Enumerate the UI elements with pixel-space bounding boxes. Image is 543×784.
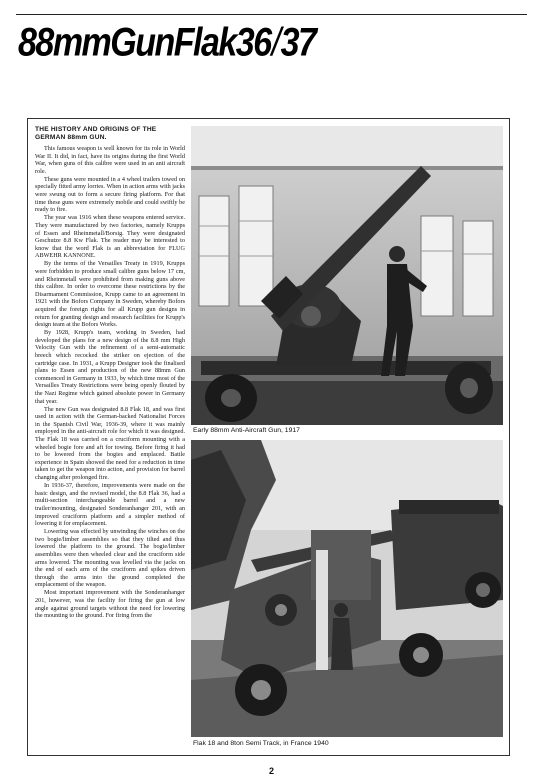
page-title bbox=[18, 20, 315, 81]
title-suffix: 37 bbox=[280, 20, 316, 65]
article-heading bbox=[35, 126, 185, 142]
photo-flak18-halftrack-image bbox=[191, 440, 503, 737]
paragraph-2: These guns were mounted in a 4 wheel trailers towed on specially fitted army lorries. When in action arms with jacks were swung out to form a secure firing platform. For that time these guns were extremely mobile and could swiftly be ready to fire. bbox=[35, 175, 185, 214]
paragraph-4: By the terms of the Versailles Treaty in 1919, Krupps were forbidden to produce small calibre guns below 17 cm, and Rheinmetall were prohibited from making guns above this calibre. In order to overcome these restrictions by the Disarmament Commission, Krupp came to an agreement in 1921 with the Bofors Company in Sweden, whereby Bofors acquired the foreign rights for all Krupp gun designs in return for granting design and research facilities for Krupp's design team at the Bofors Works. bbox=[35, 260, 185, 329]
paragraph-5: By 1928, Krupp's team, working in Sweden, had developed the plans for a new design of the 8.8 mm High Velocity Gun with the refinement of a semi-automatic breech which recocked the striker on ejection of the cartridge case. In 1931, a Krupp Designer took the finalised plans to Essen and production of the new 88mm Gun commenced in Germany in 1933, by which time most of the Versailles Treaty Restrictions were being openly flouted by the Nazi Regime which gained absolute power in Germany that year. bbox=[35, 329, 185, 405]
article-column bbox=[35, 126, 185, 752]
paragraph-8: Lowering was effected by unwinding the winches on the two bogie/limber assemblies so that they tilted and thus lowered the platform to the ground. The bogie/limber assemblies were then wheeled clear and the cruciform side arms lowered. The mounting was levelled via the jacks on the end of each arm of the cruciform and spikes driven through the arms into the ground completed the emplacement of the weapon. bbox=[35, 528, 185, 589]
photo-flak18-halftrack bbox=[191, 440, 503, 737]
top-rule bbox=[16, 14, 527, 15]
photo-early-aa-gun bbox=[191, 126, 503, 425]
heading-line-2: GERMAN 88mm GUN. bbox=[35, 134, 107, 141]
heading-line-1: THE HISTORY AND ORIGINS OF THE bbox=[35, 126, 157, 133]
paragraph-1: This famous weapon is well known for its role in World War II. It did, in fact, have its origins during the first World War, when guns of this calibre were used in an anti aircraft role. bbox=[35, 145, 185, 175]
paragraph-3: The year was 1916 when these weapons entered service. They were manufactured by two factories, namely Krupps of Essen and Rheinmetall/Borsig. They were designated Geschutze 8.8 Kw Flak. The reader may be interested to know that the word Flak is an abbreviation for FLUG ABWEHR KANNONE. bbox=[35, 214, 185, 260]
photo-caption-2: Flak 18 and 8ton Semi Track, in France 1940 bbox=[193, 740, 329, 747]
paragraph-9: Most important improvement with the Sonderanhanger 201, however, was the facility for firing the gun at low angle against ground targets without the need for lowering the mounting to the ground. For firing from the bbox=[35, 589, 185, 620]
photo-caption-1: Early 88mm Anti-Aircraft Gun, 1917 bbox=[193, 427, 300, 434]
paragraph-6: The new Gun was designated 8.8 Flak 18, and was first used in action with the German-backed Nationalist Forces in the Spanish Civil War, 1936-39, where it was mainly employed in the anti-aircraft role for which it was designed. The Flak 18 was carried on a cruciform mounting with a wheeled bogie fore and aft for towing. Before firing it had to be lowered from the bogies and emplaced. Battle experience in Spain showed the need for a reduction in time taken to get the weapon into action, and provision for barrel changing after prolonged fire. bbox=[35, 405, 185, 482]
page-number: 2 bbox=[268, 766, 274, 776]
title-slash: / bbox=[271, 20, 280, 65]
title-main: 88mmGunFlak36 bbox=[18, 20, 271, 65]
photo-early-aa-gun-image bbox=[191, 126, 503, 425]
paragraph-7: In 1936-37, therefore, improvements were made on the basic design, and the revised model, the 8.8 Flak 36, had a multi-section interchangeable barrel and a new trailer/mounting, designated Sonderanhanger 201, with an improved cruciform platform and a simpler method of lowering it for emplacement. bbox=[35, 482, 185, 528]
